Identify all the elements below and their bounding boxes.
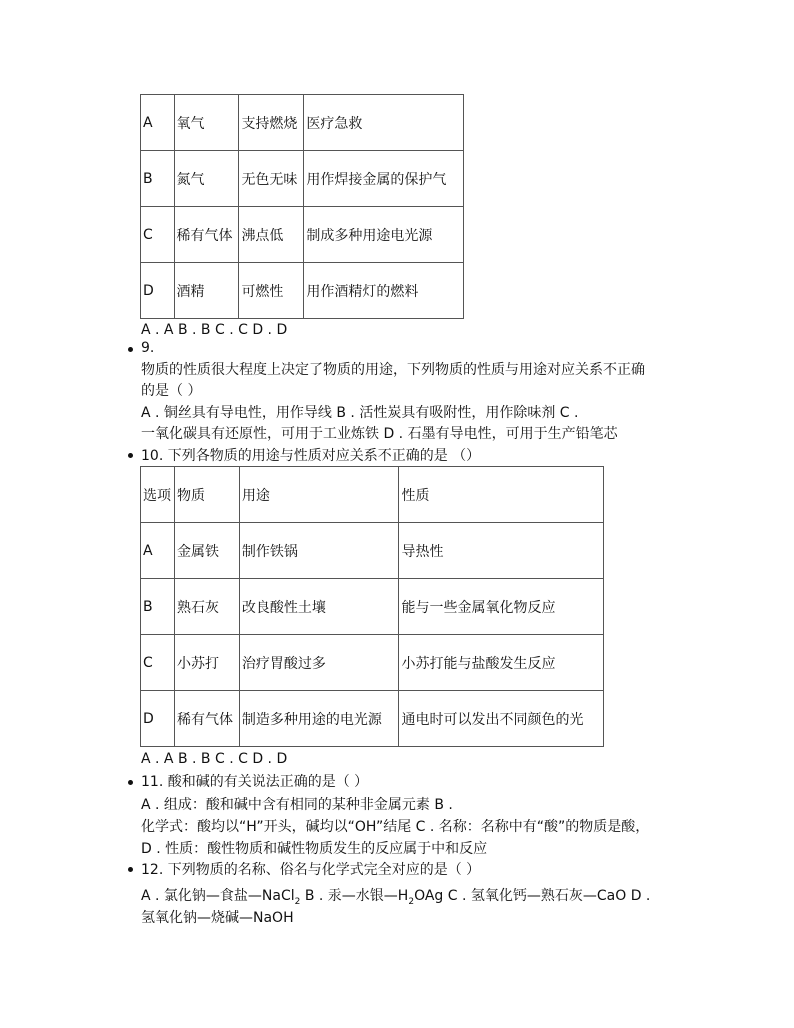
table-cell-property: 支持燃烧 <box>239 95 304 151</box>
table-row <box>141 691 604 747</box>
table-q10 <box>140 466 604 747</box>
q12-stem: 12. 下列物质的名称、俗名与化学式完全对应的是（ ） <box>141 862 481 878</box>
table-cell-substance: 氮气 <box>174 151 239 207</box>
table-cell-property: 小苏打能与盐酸发生反应 <box>399 635 604 691</box>
table-cell-property: 导热性 <box>399 523 604 579</box>
table-header-property: 性质 <box>399 467 604 523</box>
table-cell-property: 可燃性 <box>239 263 304 319</box>
q9-stem-line2: 的是（ ） <box>141 383 202 399</box>
table-header-row <box>141 467 604 523</box>
table-cell-use: 制作铁锅 <box>239 523 399 579</box>
table-cell-use: 用作焊接金属的保护气 <box>304 151 464 207</box>
q12-option-a-subscript: 2 <box>294 896 301 907</box>
table-row <box>141 635 604 691</box>
table-cell-option: B <box>141 579 175 635</box>
table-cell-property: 能与一些金属氧化物反应 <box>399 579 604 635</box>
table-cell-substance: 熟石灰 <box>174 579 239 635</box>
table-cell-use: 制成多种用途电光源 <box>304 207 464 263</box>
table-cell-substance: 氧气 <box>174 95 239 151</box>
table-cell-substance: 金属铁 <box>174 523 239 579</box>
q12-option-b-subscript: 2 <box>408 896 415 907</box>
q8-options: A . A B . B C . C D . D <box>141 322 288 338</box>
q11-stem: 11. 酸和碱的有关说法正确的是（ ） <box>141 774 369 790</box>
table-header-option: 选项 <box>141 467 175 523</box>
q11-line3: D . 性质：酸性物质和碱性物质发生的反应属于中和反应 <box>141 841 488 857</box>
q9-number: 9. <box>141 340 155 356</box>
q10-stem: 10. 下列各物质的用途与性质对应关系不正确的是 （） <box>141 448 481 464</box>
q9-stem-line1: 物质的性质很大程度上决定了物质的用途，下列物质的性质与用途对应关系不正确 <box>141 362 645 378</box>
q12-option-b-rest: OAg C . 氢氧化钙—熟石灰—CaO D . <box>414 888 651 904</box>
table-cell-option: B <box>141 151 175 207</box>
table-cell-substance: 稀有气体 <box>174 691 239 747</box>
table-row <box>141 207 464 263</box>
q9-options-line2: 一氧化碳具有还原性，可用于工业炼铁 D . 石墨有导电性，可用于生产铅笔芯 <box>141 426 618 442</box>
table-cell-option: C <box>141 635 175 691</box>
table-cell-use: 改良酸性土壤 <box>239 579 399 635</box>
table-row <box>141 579 604 635</box>
table-cell-option: A <box>141 95 175 151</box>
table-cell-property: 沸点低 <box>239 207 304 263</box>
q11-line1: A . 组成：酸和碱中含有相同的某种非金属元素 B . <box>141 797 453 813</box>
table-row <box>141 95 464 151</box>
q12-options-line1 <box>141 885 650 907</box>
q12-options-line2: 氢氧化钠—烧碱—NaOH <box>141 910 294 926</box>
table-cell-substance: 稀有气体 <box>174 207 239 263</box>
table-cell-substance: 酒精 <box>174 263 239 319</box>
table-cell-use: 制造多种用途的电光源 <box>239 691 399 747</box>
table-q8 <box>140 94 464 319</box>
q9-options-line1: A . 铜丝具有导电性，用作导线 B . 活性炭具有吸附性，用作除味剂 C . <box>141 405 579 421</box>
table-row <box>141 523 604 579</box>
table-cell-option: D <box>141 691 175 747</box>
table-header-substance: 物质 <box>174 467 239 523</box>
table-cell-option: D <box>141 263 175 319</box>
bullet-q12 <box>128 867 133 872</box>
table-cell-substance: 小苏打 <box>174 635 239 691</box>
q11-line2: 化学式：酸均以“H”开头，碱均以“OH”结尾 C . 名称：名称中有“酸”的物质是酸， <box>141 819 650 835</box>
q12-option-b: B . 汞—水银—H <box>300 888 409 904</box>
table-cell-use: 医疗急救 <box>304 95 464 151</box>
q10-options: A . A B . B C . C D . D <box>141 751 288 767</box>
table-cell-option: C <box>141 207 175 263</box>
table-cell-property: 无色无味 <box>239 151 304 207</box>
table-header-use: 用途 <box>239 467 399 523</box>
table-cell-option: A <box>141 523 175 579</box>
bullet-q9 <box>128 347 133 352</box>
table-cell-use: 用作酒精灯的燃料 <box>304 263 464 319</box>
bullet-q11 <box>128 780 133 785</box>
table-cell-property: 通电时可以发出不同颜色的光 <box>399 691 604 747</box>
table-cell-use: 治疗胃酸过多 <box>239 635 399 691</box>
bullet-q10 <box>128 453 133 458</box>
table-row <box>141 263 464 319</box>
q12-option-a: A . 氯化钠—食盐—NaCl <box>141 888 295 904</box>
table-row <box>141 151 464 207</box>
